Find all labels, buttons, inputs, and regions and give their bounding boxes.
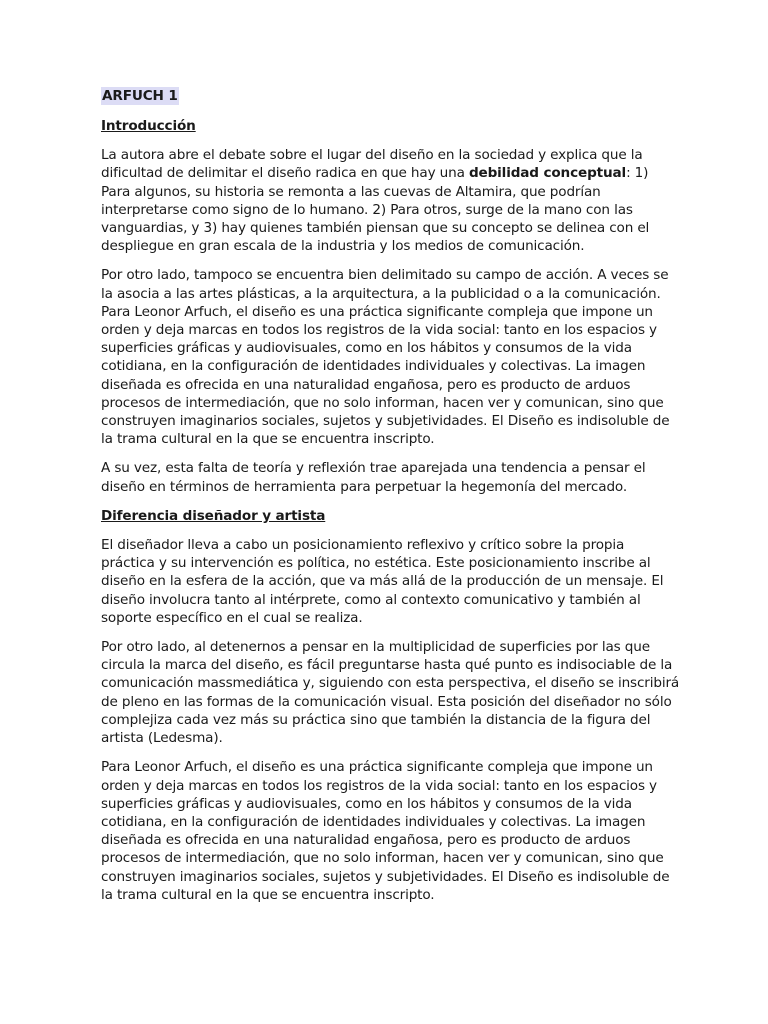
- section-heading-introduccion: Introducción: [101, 118, 196, 134]
- paragraph-1-text-a: La autora abre el debate sobre el lugar del diseño en la sociedad y explica que la dificultad de delimitar el diseño radica en que hay una: [101, 147, 643, 182]
- paragraph-6: Para Leonor Arfuch, el diseño es una práctica significante compleja que impone un orden y deja marcas en todos los registros de la vida social: tanto en los espacios y superficies gráficas y audiovisuales, como en los hábitos y consumos de la vida cotidiana, en la configuración de identidades individuales y colectivas. La imagen diseñada es ofrecida en una naturalidad engañosa, pero es producto de arduos procesos de intermediación, que no solo informan, hacen ver y comunican, sino que construyen imaginarios sociales, sujetos y subjetividades. El Diseño es indisoluble de la trama cultural en la que se encuentra inscripto.: [101, 759, 670, 903]
- document-title: ARFUCH 1: [102, 88, 178, 104]
- document-body: [101, 87, 681, 915]
- paragraph-2: Por otro lado, tampoco se encuentra bien delimitado su campo de acción. A veces se la asocia a las artes plásticas, a la arquitectura, a la publicidad o a la comunicación. Para Leonor Arfuch, el diseño es una práctica significante compleja que impone un orden y deja marcas en todos los registros de la vida social: tanto en los espacios y superficies gráficas y audiovisuales, como en los hábitos y consumos de la vida cotidiana, en la configuración de identidades individuales y colectivas. La imagen diseñada es ofrecida en una naturalidad engañosa, pero es producto de arduos procesos de intermediación, que no solo informan, hacen ver y comunican, sino que construyen imaginarios sociales, sujetos y subjetividades. El Diseño es indisoluble de la trama cultural en la que se encuentra inscripto.: [101, 267, 670, 448]
- paragraph-4: El diseñador lleva a cabo un posicionamiento reflexivo y crítico sobre la propia práctica y su intervención es política, no estética. Este posicionamiento inscribe al diseño en la esfera de la acción, que va más allá de la producción de un mensaje. El diseño involucra tanto al intérprete, como al contexto comunicativo y también al soporte específico en el cual se realiza.: [101, 537, 664, 626]
- section-heading-diferencia: Diferencia diseñador y artista: [101, 507, 326, 524]
- paragraph-1-text-b: : 1) Para algunos, su historia se remonta a las cuevas de Altamira, que podrían interpretarse como signo de lo humano. 2) Para otros, surge de la mano con las vanguardias, y 3) hay quienes también piensan que su concepto se delinea con el despliegue en gran escala de la industria y los medios de comunicación.: [101, 165, 650, 255]
- paragraph-3: A su vez, esta falta de teoría y reflexión trae aparejada una tendencia a pensar el diseño en términos de herramienta para perpetuar la hegemonía del mercado.: [101, 460, 646, 495]
- paragraph-1: [101, 146, 681, 255]
- paragraph-5: Por otro lado, al detenernos a pensar en la multiplicidad de superficies por las que circula la marca del diseño, es fácil preguntarse hasta qué punto es indisociable de la comunicación massmediática y, siguiendo con esta perspectiva, el diseño se inscribirá de pleno en las formas de la comunicación visual. Esta posición del diseñador no sólo complejiza cada vez más su práctica sino que también la distancia de la figura del artista (Ledesma).: [101, 639, 680, 747]
- paragraph-1-bold-term: debilidad conceptual: [468, 165, 627, 182]
